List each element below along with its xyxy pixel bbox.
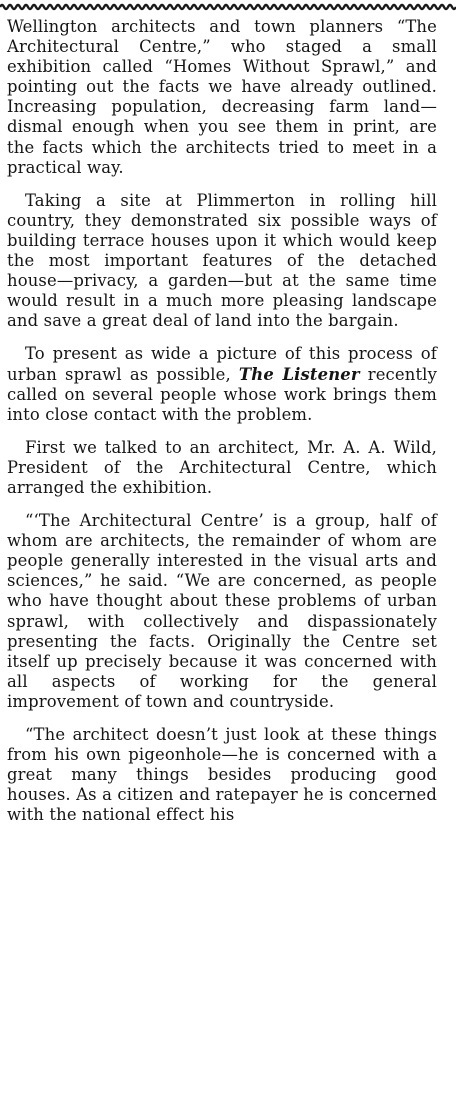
article-paragraph-3 <box>7 344 437 424</box>
paragraph-3-rest: recently called on several people whose work brings them into close contact with the problem. <box>7 364 437 424</box>
article-paragraph-2: Taking a site at Plimmerton in rolling hill country, they demonstrated six possible ways of building terrace houses upon it which would keep the most important features of the detached house—privacy, a garden—but at the same time would result in a much more pleasing landscape and save a great deal of land into the bargain. <box>7 190 437 331</box>
article-column <box>7 17 437 838</box>
article-paragraph-5: “‘The Architectural Centre’ is a group, half of whom are architects, the remainder of whom are people generally interested in the visual arts and sciences,” he said. “We are concerned, as people who have thought about these problems of urban sprawl, with collectively and dispassionately presenting the facts. Originally the Centre set itself up precisely because it was concerned with all aspects of working for the general improvement of town and countryside. <box>7 511 437 711</box>
article-paragraph-1: Wellington architects and town planners “The Architectural Centre,” who staged a small exhibition called “Homes Without Sprawl,” and pointing out the facts we have already outlined. Increasing population, decreasing farm land—dismal enough when you see them in print, are the facts which the architects tried to meet in a practical way. <box>7 17 437 177</box>
magazine-title: The Listener <box>238 364 360 384</box>
paragraph-3-lead: To present as wide a picture of this process of urban sprawl as possible, <box>7 344 437 384</box>
wavy-column-rule <box>0 0 456 14</box>
article-paragraph-6: “The architect doesn’t just look at these things from his own pigeonhole—he is concerned with a great many things besides producing good houses. As a citizen and ratepayer he is concerned with the national effect his <box>7 725 437 825</box>
article-paragraph-4: First we talked to an architect, Mr. A. A. Wild, President of the Architectural Centre, which arranged the exhibition. <box>7 437 437 497</box>
